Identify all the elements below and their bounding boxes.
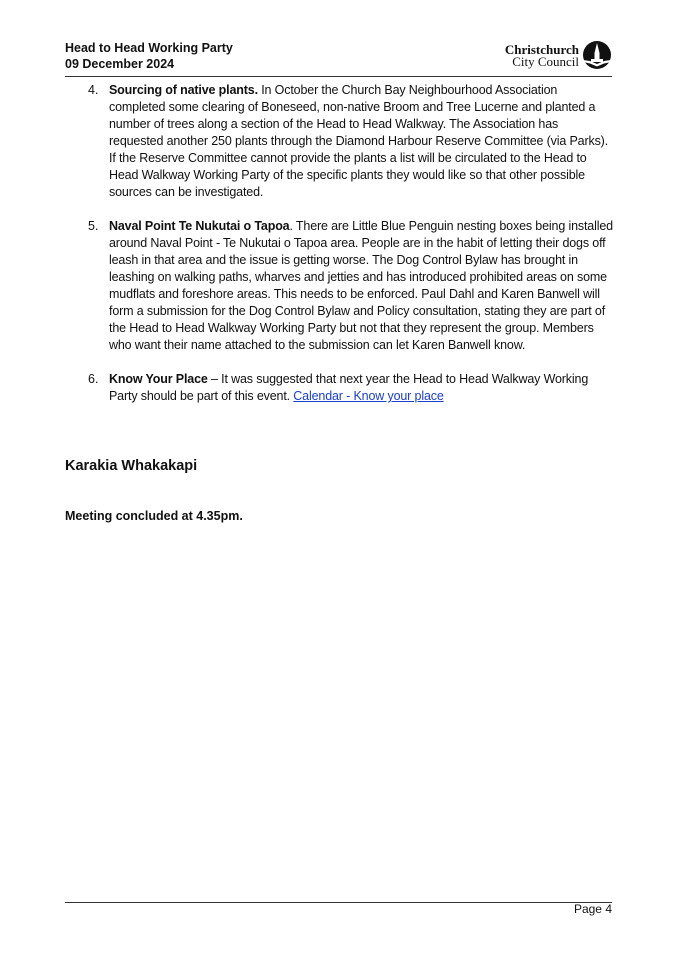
- section-heading-karakia: Karakia Whakakapi: [65, 458, 198, 474]
- item-body: . There are Little Blue Penguin nesting boxes being installed around Naval Point - Te Nukutai o Tapoa area. People are in the habit of letting their dogs off leash in that area and the issue is getting worse. The Dog Control Bylaw has brought in leashing on walking paths, wharves and jetties and has introduced prohibited areas on some mudflats and foreshore areas. This needs to be enforced. Paul Dahl and Karen Banwell will form a submission for the Dog Control Bylaw and Policy consultation, stating they are part of the Head to Head Walkway Working Party but not that they represent the group. Members who want their name attached to the submission can let Karen Banwell know.: [109, 219, 613, 352]
- agenda-item-5: [88, 218, 613, 354]
- footer-divider: [65, 902, 612, 903]
- meeting-concluded-note: Meeting concluded at 4.35pm.: [65, 509, 243, 523]
- agenda-item-4: [88, 82, 613, 201]
- christchurch-cathedral-logo-icon: [582, 40, 612, 70]
- logo-line-2: City Council: [512, 53, 579, 69]
- document-date: 09 December 2024: [65, 57, 175, 71]
- page-header: [65, 40, 612, 76]
- item-heading: Naval Point Te Nukutai o Tapoa: [109, 219, 290, 233]
- council-logo: [505, 40, 612, 70]
- item-number: 6.: [88, 372, 99, 386]
- agenda-item-6: [88, 371, 613, 405]
- page-number: Page 4: [573, 902, 612, 916]
- logo-line-1: Christchurch: [504, 41, 579, 57]
- item-body: In October the Church Bay Neighbourhood Association completed some clearing of Boneseed, non-native Broom and Tree Lucerne and planted a number of trees along a section of the Head to Head Walkway. The Association has requested another 250 plants through the Diamond Harbour Reserve Committee (via Parks). If the Reserve Committee cannot provide the plants a list will be circulated to the Head to Head Walkway Working Party of the specific plants they would like so that other possible sources can be investigated.: [109, 83, 609, 199]
- item-heading: Sourcing of native plants.: [109, 83, 258, 97]
- document-title: Head to Head Working Party: [65, 41, 233, 55]
- item-number: 4.: [88, 83, 99, 97]
- item-body: – It was suggested that next year the Head to Head Walkway Working Party should be part of this event.: [109, 372, 589, 403]
- item-number: 5.: [88, 219, 99, 233]
- agenda-items: [88, 82, 613, 422]
- header-divider: [65, 76, 612, 77]
- know-your-place-calendar-link[interactable]: Calendar - Know your place: [293, 389, 444, 403]
- item-heading: Know Your Place: [109, 372, 208, 386]
